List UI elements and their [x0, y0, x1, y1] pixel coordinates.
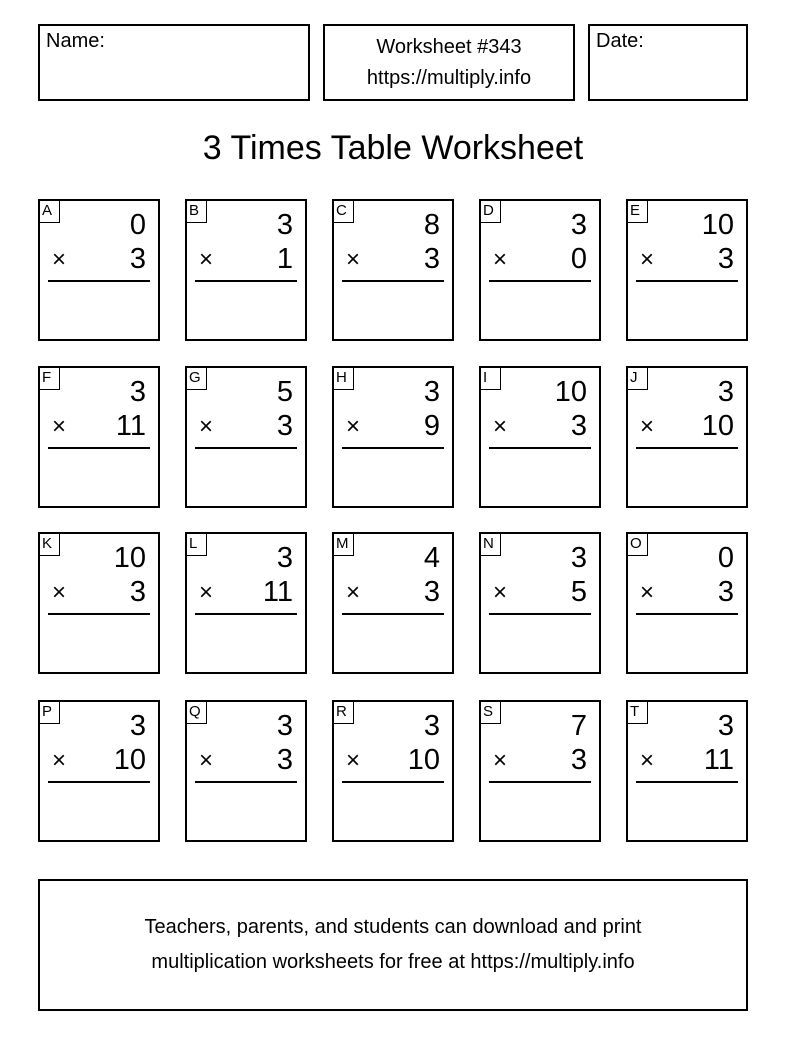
problem-card: [38, 366, 160, 508]
problem-letter: G: [187, 368, 207, 390]
problem-card: [479, 366, 601, 508]
problem-card: [38, 700, 160, 842]
problem-letter: H: [334, 368, 354, 390]
multiplicand: 3: [276, 710, 293, 742]
multiplicand: 3: [129, 376, 146, 408]
problem-letter: D: [481, 201, 501, 223]
times-sign: ×: [52, 413, 67, 440]
times-sign: ×: [52, 246, 67, 273]
answer-line: [489, 447, 591, 449]
answer-line: [636, 280, 738, 282]
problem-letter: B: [187, 201, 207, 223]
problem-card: [185, 199, 307, 341]
date-field-box: [588, 24, 748, 101]
page-title: 3 Times Table Worksheet: [202, 129, 584, 167]
multiplicand: 5: [276, 376, 293, 408]
problem-card: [332, 366, 454, 508]
multiplicand: 4: [423, 542, 440, 574]
times-sign: ×: [199, 747, 214, 774]
name-field-box: [38, 24, 310, 101]
multiplicand: 3: [276, 209, 293, 241]
problem-card: [185, 366, 307, 508]
worksheet-url: https://multiply.info: [366, 67, 532, 89]
multiplicand: 10: [113, 542, 146, 574]
worksheet-number: Worksheet #343: [376, 36, 522, 58]
times-sign: ×: [493, 579, 508, 606]
answer-line: [636, 613, 738, 615]
multiplicand: 3: [423, 376, 440, 408]
answer-line: [48, 613, 150, 615]
multiplicand: 3: [570, 542, 587, 574]
times-sign: ×: [346, 579, 361, 606]
problem-card: [479, 532, 601, 674]
multiplicand: 10: [554, 376, 587, 408]
problem-card: [38, 532, 160, 674]
multiplier: 3: [129, 243, 146, 275]
multiplier: 10: [113, 744, 146, 776]
multiplier: 3: [129, 576, 146, 608]
problem-letter: L: [187, 534, 207, 556]
multiplicand: 8: [423, 209, 440, 241]
multiplier: 3: [423, 576, 440, 608]
problem-letter: C: [334, 201, 354, 223]
times-sign: ×: [52, 579, 67, 606]
multiplicand: 0: [717, 542, 734, 574]
multiplicand: 0: [129, 209, 146, 241]
answer-line: [195, 447, 297, 449]
answer-line: [48, 447, 150, 449]
problem-letter: A: [40, 201, 60, 223]
problem-card: [185, 532, 307, 674]
multiplier: 11: [703, 744, 734, 776]
problem-card: [332, 700, 454, 842]
times-sign: ×: [52, 747, 67, 774]
times-sign: ×: [640, 413, 655, 440]
multiplier: 3: [717, 576, 734, 608]
times-sign: ×: [346, 246, 361, 273]
multiplier: 0: [570, 243, 587, 275]
multiplier: 5: [570, 576, 587, 608]
multiplier: 10: [701, 410, 734, 442]
problem-letter: F: [40, 368, 60, 390]
answer-line: [195, 613, 297, 615]
multiplier: 3: [276, 744, 293, 776]
problem-card: [38, 199, 160, 341]
multiplier: 3: [570, 744, 587, 776]
multiplier: 9: [423, 410, 440, 442]
answer-line: [48, 781, 150, 783]
answer-line: [342, 781, 444, 783]
answer-line: [489, 613, 591, 615]
footer-box: [38, 879, 748, 1011]
answer-line: [342, 280, 444, 282]
problem-letter: P: [40, 702, 60, 724]
multiplier: 10: [407, 744, 440, 776]
multiplier: 3: [570, 410, 587, 442]
multiplicand: 3: [129, 710, 146, 742]
times-sign: ×: [640, 747, 655, 774]
times-sign: ×: [493, 413, 508, 440]
answer-line: [342, 613, 444, 615]
answer-line: [342, 447, 444, 449]
multiplicand: 3: [570, 209, 587, 241]
problem-letter: M: [334, 534, 354, 556]
times-sign: ×: [640, 246, 655, 273]
multiplicand: 3: [717, 376, 734, 408]
answer-line: [48, 280, 150, 282]
multiplicand: 3: [276, 542, 293, 574]
name-label: Name:: [46, 30, 105, 52]
times-sign: ×: [199, 413, 214, 440]
times-sign: ×: [493, 246, 508, 273]
problem-letter: N: [481, 534, 501, 556]
problem-letter: T: [628, 702, 648, 724]
problem-card: [332, 199, 454, 341]
times-sign: ×: [346, 413, 361, 440]
problem-letter: S: [481, 702, 501, 724]
times-sign: ×: [199, 246, 214, 273]
problem-card: [185, 700, 307, 842]
multiplicand: 3: [717, 710, 734, 742]
answer-line: [636, 781, 738, 783]
multiplier: 11: [115, 410, 146, 442]
problem-card: [626, 199, 748, 341]
times-sign: ×: [199, 579, 214, 606]
problem-card: [626, 532, 748, 674]
multiplier: 3: [423, 243, 440, 275]
date-label: Date:: [596, 30, 644, 52]
footer-line-2: multiplication worksheets for free at https://multiply.info: [151, 951, 635, 973]
multiplicand: 3: [423, 710, 440, 742]
problem-letter: Q: [187, 702, 207, 724]
answer-line: [636, 447, 738, 449]
multiplier: 11: [262, 576, 293, 608]
problem-card: [626, 700, 748, 842]
multiplier: 1: [276, 243, 293, 275]
multiplier: 3: [276, 410, 293, 442]
problem-card: [479, 199, 601, 341]
problem-letter: I: [481, 368, 501, 390]
problem-letter: E: [628, 201, 648, 223]
multiplicand: 10: [701, 209, 734, 241]
problem-card: [332, 532, 454, 674]
multiplier: 3: [717, 243, 734, 275]
problem-letter: O: [628, 534, 648, 556]
times-sign: ×: [493, 747, 508, 774]
multiplicand: 7: [570, 710, 587, 742]
problem-letter: J: [628, 368, 648, 390]
answer-line: [195, 781, 297, 783]
answer-line: [195, 280, 297, 282]
problem-letter: K: [40, 534, 60, 556]
problem-card: [626, 366, 748, 508]
problem-letter: R: [334, 702, 354, 724]
footer-line-1: Teachers, parents, and students can download and print: [144, 916, 642, 938]
worksheet-info-box: [323, 24, 575, 101]
times-sign: ×: [346, 747, 361, 774]
times-sign: ×: [640, 579, 655, 606]
problem-card: [479, 700, 601, 842]
answer-line: [489, 781, 591, 783]
answer-line: [489, 280, 591, 282]
